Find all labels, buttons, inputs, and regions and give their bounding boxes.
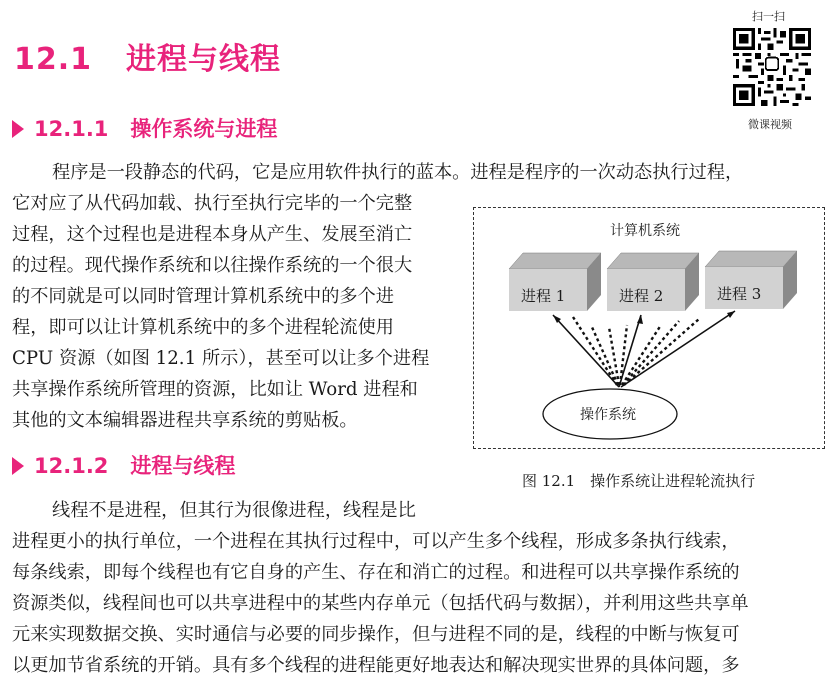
paragraph-line: 过程，这个过程也是进程本身从产生、发展至消亡 bbox=[12, 224, 413, 245]
paragraph-line: 的不同就是可以同时管理计算机系统中的多个进 bbox=[12, 286, 394, 307]
paragraph-line: 每条线索，即每个线程也有它自身的产生、存在和消亡的过程。和进程可以共享操作系统的 bbox=[12, 562, 740, 583]
qr-bottom-label: 微课视频 bbox=[748, 118, 792, 131]
process-label-2: 进程 2 bbox=[619, 287, 664, 305]
figure-diagram bbox=[473, 207, 825, 449]
subsection-number: 12.1.2 bbox=[34, 454, 109, 478]
subsection-title: 操作系统与进程 bbox=[130, 117, 278, 141]
paragraph-line: 线程不是进程，但其行为很像进程，线程是比 bbox=[52, 500, 416, 521]
paragraph-line: 以更加节省系统的开销。具有多个线程的进程能更好地表达和解决现实世界的具体问题，多 bbox=[12, 655, 740, 676]
paragraph-line: 它对应了从代码加载、执行至执行完毕的一个完整 bbox=[12, 193, 413, 214]
paragraph-line: 元来实现数据交换、实时通信与必要的同步操作，但与进程不同的是，线程的中断与恢复可 bbox=[12, 624, 740, 645]
section-number: 12.1 bbox=[14, 42, 93, 77]
section-heading bbox=[14, 34, 281, 78]
process-label-3: 进程 3 bbox=[717, 285, 762, 303]
triangle-bullet-icon bbox=[12, 120, 24, 138]
subsection-title: 进程与线程 bbox=[130, 454, 236, 478]
section-title: 进程与线程 bbox=[126, 42, 282, 77]
figure-title: 计算机系统 bbox=[610, 223, 680, 239]
process-label-1: 进程 1 bbox=[521, 287, 566, 305]
os-label: 操作系统 bbox=[580, 407, 636, 423]
paragraph-line: 的过程。现代操作系统和以往操作系统的一个很大 bbox=[12, 255, 413, 276]
subsection-number: 12.1.1 bbox=[34, 117, 109, 141]
paragraph-line: 进程更小的执行单位，一个进程在其执行过程中，可以产生多个线程，形成多条执行线索， bbox=[12, 531, 740, 552]
qr-code[interactable] bbox=[733, 28, 811, 106]
paragraph-line: 其他的文本编辑器进程共享系统的剪贴板。 bbox=[12, 410, 358, 431]
qr-top-label: 扫一扫 bbox=[752, 10, 785, 23]
subsection-heading-2 bbox=[12, 450, 235, 480]
paragraph-line: 程，即可以让计算机系统中的多个进程轮流使用 bbox=[12, 317, 394, 338]
subsection-heading-1 bbox=[12, 113, 277, 143]
paragraph-line: 共享操作系统所管理的资源，比如让 Word 进程和 bbox=[12, 379, 418, 400]
triangle-bullet-icon bbox=[12, 457, 24, 475]
figure-caption: 图 12.1 操作系统让进程轮流执行 bbox=[522, 472, 756, 490]
paragraph-line: 程序是一段静态的代码，它是应用软件执行的蓝本。进程是程序的一次动态执行过程， bbox=[52, 162, 744, 183]
paragraph-line: CPU 资源（如图 12.1 所示），甚至可以让多个进程 bbox=[12, 348, 430, 369]
paragraph-line: 资源类似，线程间也可以共享进程中的某些内存单元（包括代码与数据），并利用这些共享单 bbox=[12, 593, 749, 614]
